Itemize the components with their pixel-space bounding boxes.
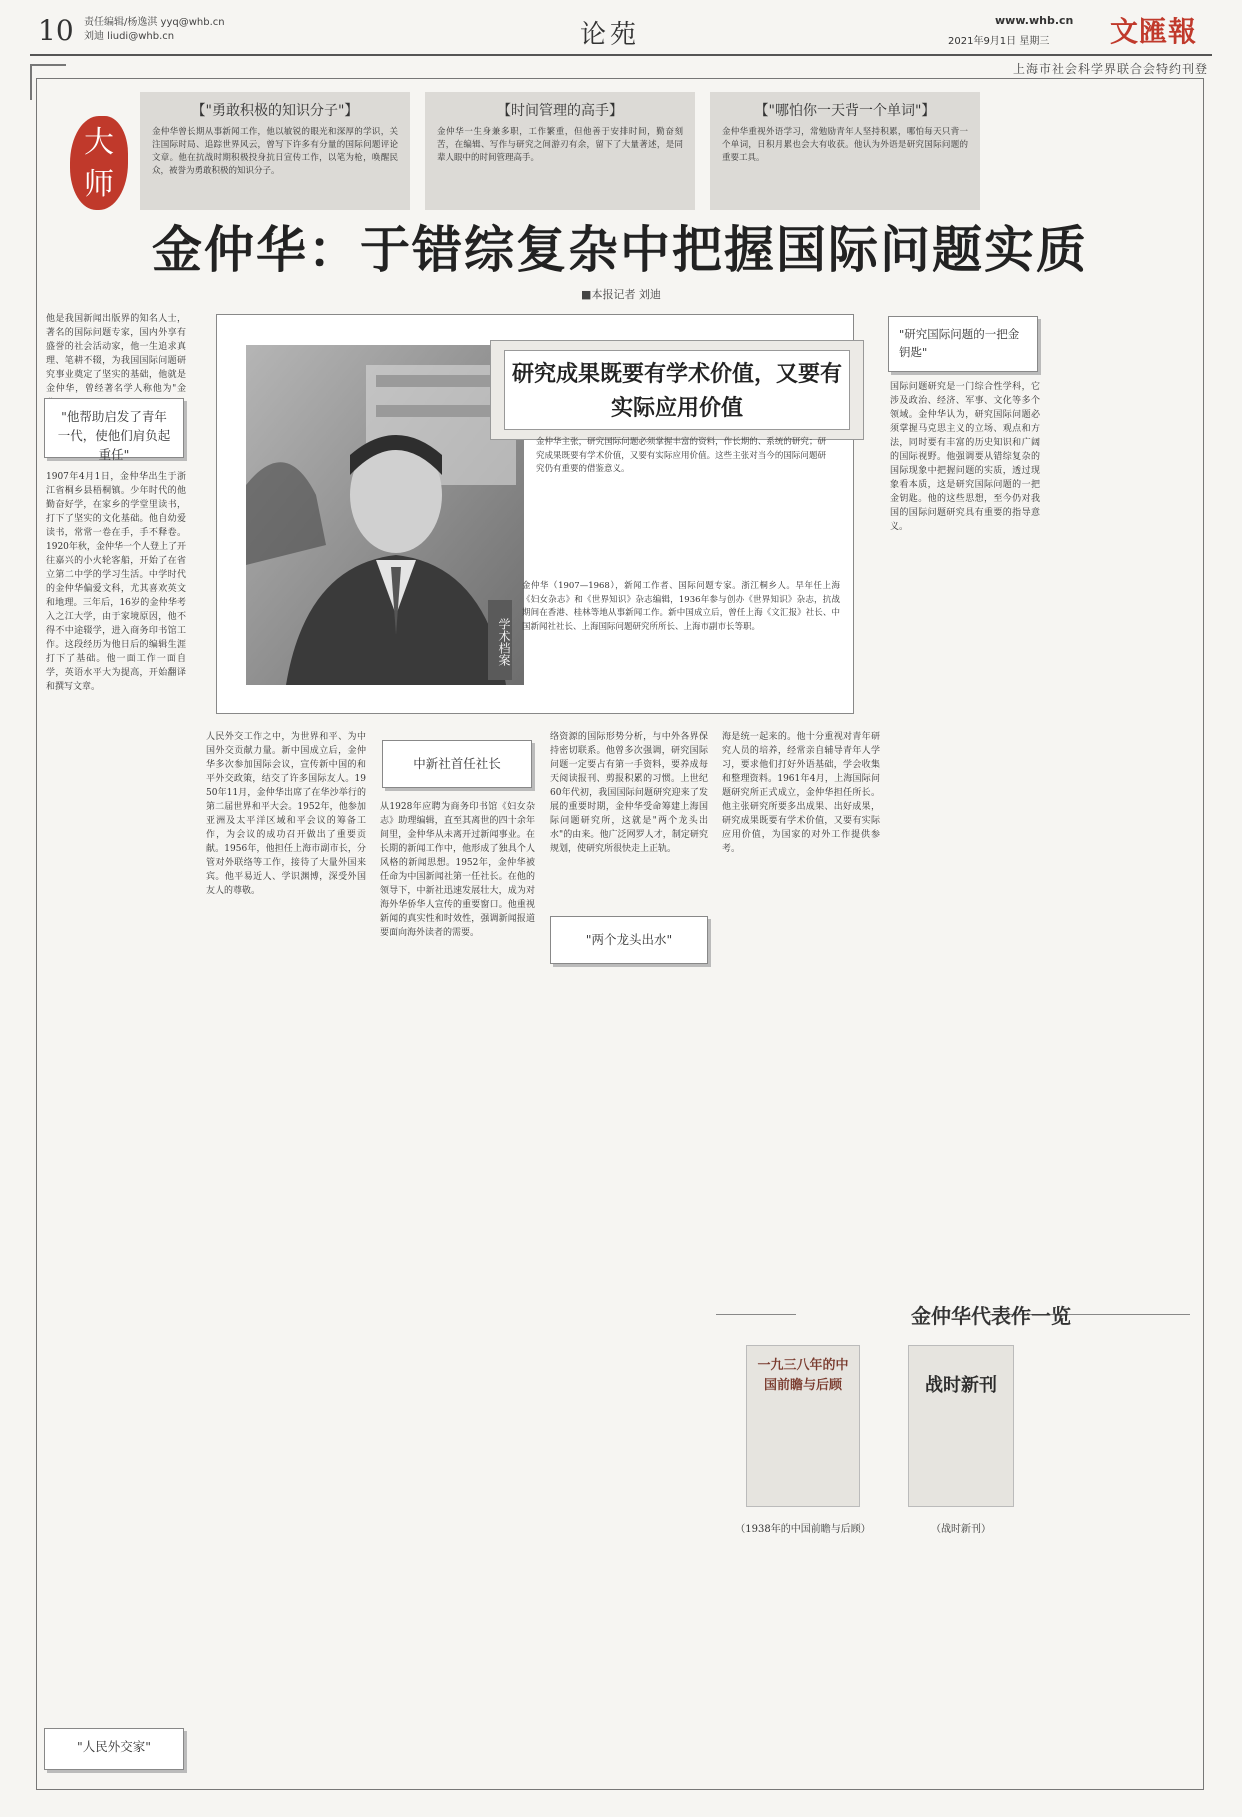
body-column-1: 1907年4月1日，金仲华出生于浙江省桐乡县梧桐镇。少年时代的他勤奋好学，在家乡的学堂里读书，打下了坚实的文化基础。他自幼爱读书，常常一卷在手，手不释卷。1920年秋，金仲华一个人登上了开往嘉兴的小火轮客船，开始了在省立第二中学的学习生活。中学时代的金仲华偏爱文科，尤其喜欢英文和地理。三年后，16岁的金仲华考入之江大学，由于家境原因，他不得不中途辍学，进入商务印书馆工作。这段经历为他日后的编辑生涯打下了基础。他一面工作一面自学，英语水平大为提高，开始翻译和撰写文章。 <box>46 472 186 692</box>
page-number: 10 <box>38 14 74 47</box>
pull-quote-golden-key: "研究国际问题的一把金钥匙" <box>888 316 1038 372</box>
newspaper-logo: 文匯報 <box>1110 15 1198 48</box>
top-box-title: 【时间管理的高手】 <box>497 103 623 119</box>
works-rule-left <box>716 1314 796 1315</box>
body-column-1-intro: 他是我国新闻出版界的知名人士，著名的国际问题专家，国内外享有盛誉的社会活动家，他一生追求真理、笔耕不辍，为我国国际问题研究事业奠定了坚实的基础，他就是金仲华，曾经著名学人称他为"金 <box>46 314 186 394</box>
header-rule <box>30 54 1212 56</box>
feature-bio: 金仲华（1907—1968），新闻工作者、国际问题专家。浙江桐乡人。早年任上海《妇女杂志》和《世界知识》杂志编辑，1936年参与创办《世界知识》杂志，抗战期间在香港、桂林等地从事新闻工作。新中国成立后，曾任上海《文汇报》社长、中国新闻社社长、上海国际问题研究所所长、上海市副市长等职。 <box>522 581 840 632</box>
article-byline: ■本报记者 刘迪 <box>581 288 661 301</box>
pull-quote-cns: 中新社首任社长 <box>382 740 532 788</box>
top-box-title: 【"勇敢积极的知识分子"】 <box>191 103 359 119</box>
top-box-text: 金仲华曾长期从事新闻工作，他以敏锐的眼光和深厚的学识，关注国际时局、追踪世界风云，曾写下许多有分量的国际问题评论文章。他在抗战时期积极投身抗日宣传工作，以笔为枪，唤醒民众，被誉为勇敢积极的知识分子。 <box>152 127 398 176</box>
master-seal-icon: 大师 <box>70 116 128 210</box>
top-box-2 <box>425 92 695 210</box>
editors-credit <box>84 16 225 44</box>
book-cover-title: 一九三八年的中国前瞻与后顾 <box>757 1358 849 1393</box>
book-caption-2: （战时新刊） <box>931 1524 991 1535</box>
body-column-2: 人民外交工作之中，为世界和平、为中国外交贡献力量。新中国成立后，金仲华多次参加国际会议，宣传新中国的和平外交政策，结交了许多国际友人。1950年11月，金仲华出席了在华沙举行的第二届世界和平大会。1952年，他参加亚洲及太平洋区域和平会议的筹备工作，为会议的成功召开做出了重要贡献。1956年，他担任上海市副市长，分管对外联络等工作，接待了大量外国来宾。他平易近人、学识渊博，深受外国友人的尊敬。 <box>206 732 366 896</box>
archive-tag: 学术档案 <box>488 600 512 680</box>
frame-corner-ornament <box>30 64 66 100</box>
portrait-image <box>246 345 524 685</box>
portrait-photo <box>246 345 524 685</box>
issue-date: 2021年9月1日 星期三 <box>948 36 1050 47</box>
pull-quote-dragonheads: "两个龙头出水" <box>550 916 708 964</box>
top-box-text: 金仲华一生身兼多职，工作繁重，但他善于安排时间，勤奋刻苦，在编辑、写作与研究之间游刃有余，留下了大量著述，是同辈人眼中的时间管理高手。 <box>437 127 683 163</box>
book-caption-1: （1938年的中国前瞻与后顾） <box>735 1524 871 1535</box>
works-title: 金仲华代表作一览 <box>911 1304 1071 1328</box>
top-box-3 <box>710 92 980 210</box>
top-box-text: 金仲华重视外语学习，常勉励青年人坚持积累，哪怕每天只背一个单词，日积月累也会大有收获。他认为外语是研究国际问题的重要工具。 <box>722 127 968 163</box>
section-title: 论苑 <box>580 20 641 50</box>
pull-quote-diplomat: "人民外交家" <box>44 1728 184 1770</box>
body-column-3: 从1928年应聘为商务印书馆《妇女杂志》助理编辑，直至其离世的四十余年间里，金仲华从未离开过新闻事业。在长期的新闻工作中，他形成了独具个人风格的新闻思想。1952年，金仲华被任命为中国新闻社第一任社长。在他的领导下，中新社迅速发展壮大，成为对海外华侨华人宣传的重要窗口。他重视新闻的真实性和时效性，强调新闻报道要面向海外读者的需要。 <box>380 802 535 938</box>
feature-intro: 金仲华主张，研究国际问题必须掌握丰富的资料，作长期的、系统的研究；研究成果既要有学术价值，又要有实际应用价值。这些主张对当今的国际问题研究仍有重要的借鉴意义。 <box>536 437 826 474</box>
feature-headline: 研究成果既要有学术价值，又要有实际应用价值 <box>504 350 850 430</box>
body-column-6: 国际问题研究是一门综合性学科，它涉及政治、经济、军事、文化等多个领域。金仲华认为，研究国际问题必须掌握马克思主义的立场、观点和方法，同时要有丰富的历史知识和广阔的国际视野。他强调要从错综复杂的国际现象中把握问题的实质，透过现象看本质，这是研究国际问题的一把金钥匙。他的这些思想，至今仍对我国的国际问题研究具有重要的指导意义。 <box>890 382 1040 532</box>
book-cover-1 <box>746 1345 860 1507</box>
pull-quote-youth: "他帮助启发了青年一代，使他们肩负起重任" <box>44 398 184 458</box>
editor-line-1: 责任编辑/杨逸淇 yyq@whb.cn <box>84 17 225 28</box>
editor-line-2: 刘迪 liudi@whb.cn <box>84 31 175 42</box>
special-column-label: 上海市社会科学界联合会特约刊登 <box>1012 62 1208 76</box>
top-box-title: 【"哪怕你一天背一个单词"】 <box>754 103 936 119</box>
top-box-1 <box>140 92 410 210</box>
book-cover-title: 战时新刊 <box>925 1375 997 1396</box>
body-column-4a: 络资源的国际形势分析，与中外各界保持密切联系。他曾多次强调，研究国际问题一定要占有第一手资料，要养成每天阅读报刊、剪报积累的习惯。上世纪60年代初，我国国际问题研究迎来了发展的重要时期，金仲华受命筹建上海国际问题研究所，这就是"两个龙头出水"的由来。他广泛网罗人才，制定研究规划，使研究所很快走上正轨。 <box>550 732 708 854</box>
body-column-5: 海是统一起来的。他十分重视对青年研究人员的培养，经常亲自辅导青年人学习，要求他们打好外语基础，学会收集和整理资料。1961年4月，上海国际问题研究所正式成立，金仲华担任所长。他主张研究所要多出成果、出好成果，研究成果既要有学术价值，又要有实际应用价值，为国家的对外工作提供参考。 <box>722 732 880 854</box>
article-headline: 金仲华：于错综复杂中把握国际问题实质 <box>152 220 1088 279</box>
book-cover-2 <box>908 1345 1014 1507</box>
site-url[interactable]: www.whb.cn <box>995 14 1074 27</box>
